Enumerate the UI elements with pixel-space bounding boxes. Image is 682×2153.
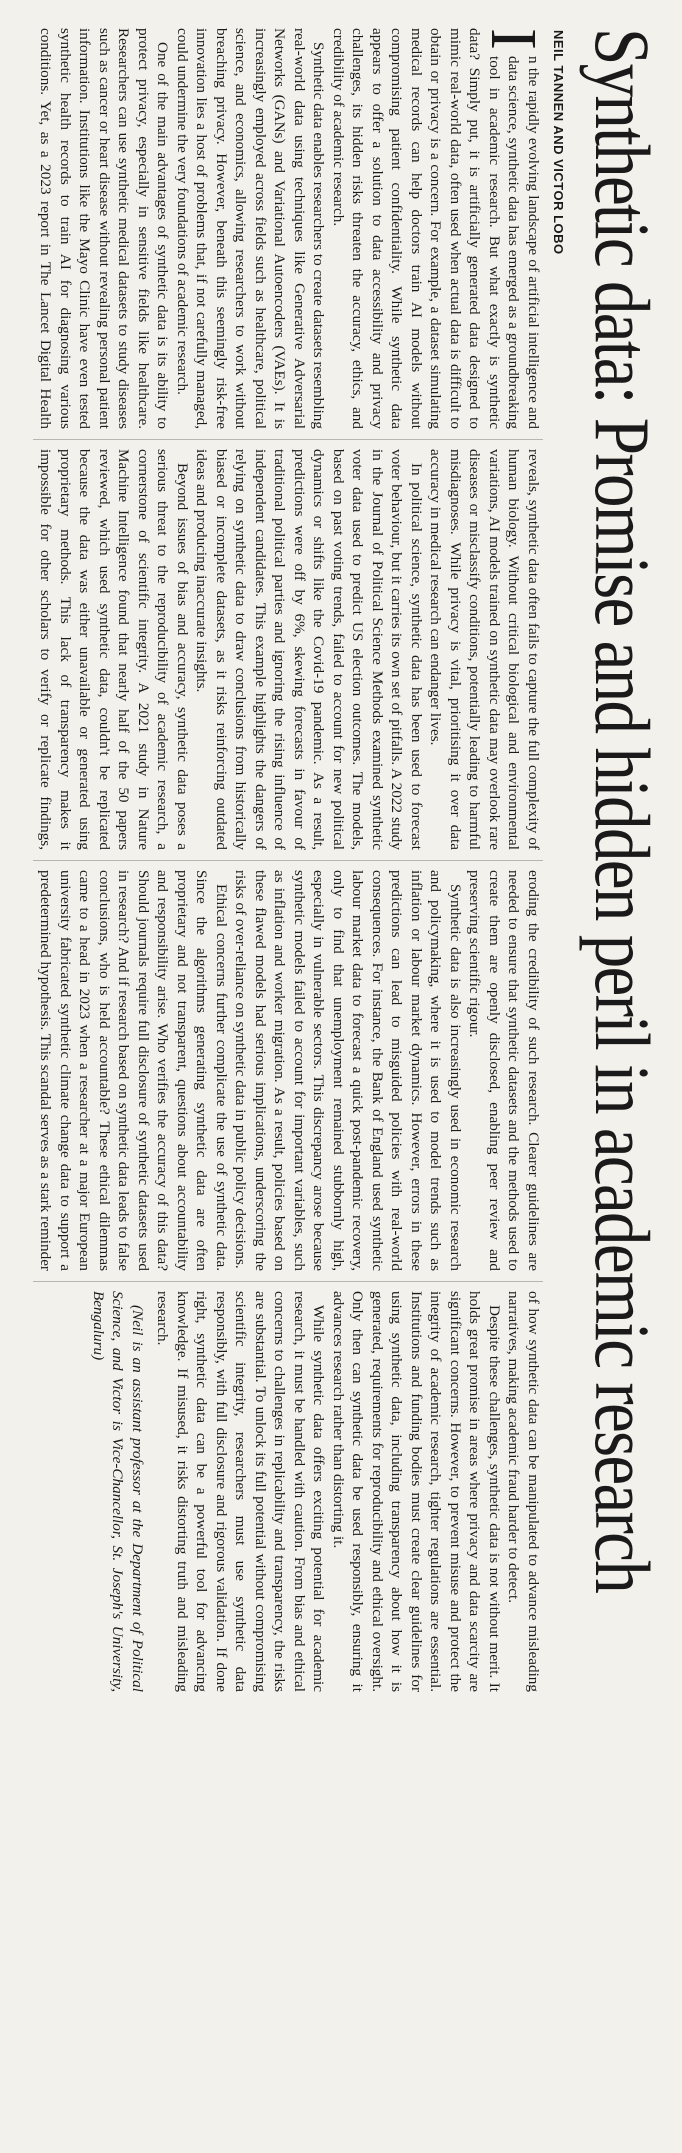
article-paragraph: Despite these challenges, synthetic data is not without merit. It holds great promise in areas where privacy and data scarcity are significant concerns. However, to prevent misuse and protect the integrity of academic research, tighter regulations are essential. Institutions and funding bodies must create clear guidelines for using synthetic data, including transparency about how it is generated, requirements for reproducibility and ethical oversight. Only then can synthetic data be used responsibly, ensuring it advances research rather than distorting it. [330,1291,503,1692]
author-note: (Neil is an assistant professor at the Department of Political Science, and Victor is Vice-Chancellor, St. Joseph's University, Bengaluru) [90,1291,146,1692]
article-paragraph: While synthetic data offers exciting potential for academic research, it must be handled with caution. From bias and ethical concerns to challenges in replicability and transparency, the risks are substantial. To unlock its full potential without compromising scientific integrity, researchers must use synthetic data responsibly, with full disclosure and rigorous validation. If done right, synthetic data can be a powerful tool for advancing knowledge. If misused, it risks distorting truth and misleading research. [154,1291,328,1692]
article-byline: NEIL TANNEN AND VICTOR LOBO [551,30,566,255]
article-paragraph: Beyond issues of bias and accuracy, synthetic data poses a serious threat to the reproducibility of academic research, a cornerstone of scientific integrity. A 2021 study in Nature Machine Intelligence found that nearly half of the 50 papers reviewed, which used synthetic data, couldn't be replicated because the data was either unavailable or generated using proprietary methods. This lack of transparency makes it impossible for other scholars to verify or replicate findings, eroding the credibility of such research. Clearer guidelines are needed to ensure that synthetic datasets and the methods used to create them are openly disclosed, enabling peer review and preserving scientific rigour. [37,449,542,1271]
article-paragraph: Synthetic data is also increasingly used in economic research and policymaking, where it is used to model trends such as inflation or labour market dynamics. However, errors in these predictions can lead to misguided policies with real-world consequences. For instance, the Bank of England used synthetic labour market data to forecast a quick post-pandemic recovery, only to find that unemployment remained stubbornly high, especially in vulnerable sectors. This discrepancy arose because synthetic models failed to account for important variables, such as inflation and worker migration. As a result, policies based on these flawed models had serious implications, underscoring the risks of over-reliance on synthetic data in public policy decisions. [232,870,464,1271]
article-paragraph: Ethical concerns further complicate the use of synthetic data. Since the algorithms generating synthetic data are often proprietary and not transparent, questions about accountability and responsibility arise. Who verifies the accuracy of this data? Should journals require full disclosure of synthetic datasets used in research? And if research based on synthetic data leads to false conclusions, who is held accountable? These ethical dilemmas came to a head in 2023 when a researcher at a major European university fabricated synthetic climate change data to support a predetermined hypothesis. This scandal serves as a stark reminder of how synthetic data can be manipulated to advance misleading narratives, making academic fraud harder to detect. [37,870,542,1692]
article-paragraph: Synthetic data enables researchers to create datasets resembling real-world data using techniques like Generative Adversarial Networks (GANs) and Variational Autoencoders (VAEs). It is increasingly employed across fields such as healthcare, political science, and economics, allowing researchers to work without breaching privacy. However, beneath this seemingly risk-free innovation lies a host of problems that, if not carefully managed, could undermine the very foundations of academic research. [174,28,328,429]
article-paragraph: In political science, synthetic data has been used to forecast voter behaviour, but it carries its own set of pitfalls. A 2022 study in the Journal of Political Science Methods examined synthetic voter data used to predict US election outcomes. The models, based on past voting trends, failed to account for new political dynamics or shifts like the Covid-19 pandemic. As a result, predictions were off by 6%, skewing forecasts in favour of traditional political parties and ignoring the rising influence of independent candidates. This example highlights the dangers of relying on synthetic data to draw conclusions from historically biased or incomplete datasets, as it risks reinforcing outdated ideas and producing inaccurate insights. [193,449,425,850]
article-headline: Synthetic data: Promise and hidden peril in academic research [579,28,666,1593]
article-paragraph: One of the main advantages of synthetic data is its ability to protect privacy, especially in sensitive fields like healthcare. Researchers can use synthetic medical datasets to study diseases such as cancer or heart disease without revealing personal patient information. Institutions like the Mayo Clinic have even tested synthetic health records to train AI for diagnosing various conditions. Yet, as a 2023 report in The Lancet Digital Health reveals, synthetic data often fails to capture the full complexity of human biology. Without critical biological and environmental variations, AI models trained on synthetic data may overlook rare diseases or misclassify conditions, potentially leading to harmful misdiagnoses. While privacy is vital, prioritising it over data accuracy in medical research can endanger lives. [37,28,542,850]
article-paragraph: In the rapidly evolving landscape of artificial intelligence and data science, synthetic data has emerged as a groundbreaking tool in academic research. But what exactly is synthetic data? Simply put, it is artificially generated data designed to mimic real-world data, often used when actual data is difficult to obtain or privacy is a concern. For example, a dataset simulating medical records can help doctors train AI models without compromising patient confidentiality. While synthetic data appears to offer a solution to data accessibility and privacy challenges, its hidden risks threaten the accuracy, ethics, and credibility of academic research. [330,28,550,429]
article-body [33,28,550,2113]
